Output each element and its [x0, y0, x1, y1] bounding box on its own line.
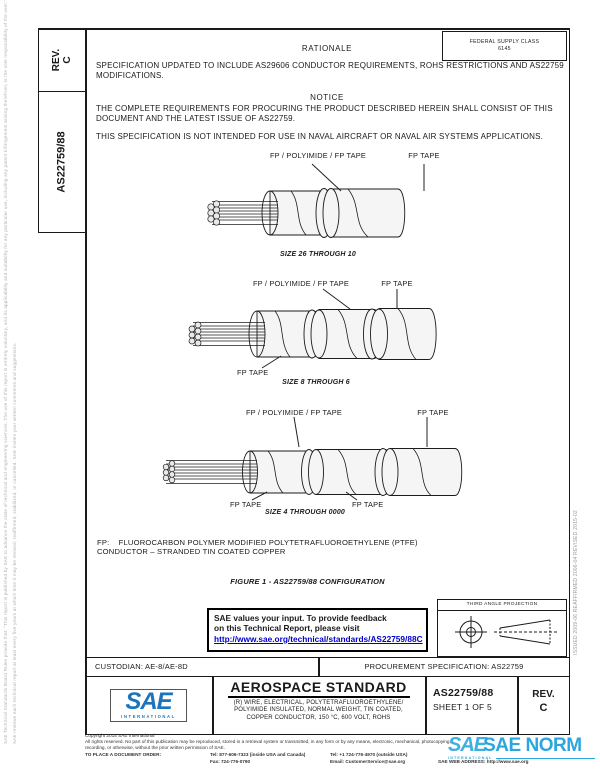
sae-norm-watermark	[448, 735, 598, 760]
standard-subtitle-line3: COPPER CONDUCTOR, 150 °C, 600 VOLT, ROHS	[246, 714, 391, 721]
standard-title-cell	[212, 677, 425, 733]
third-angle-projection-title: THIRD ANGLE PROJECTION	[438, 600, 566, 611]
procurement-text: PROCUREMENT SPECIFICATION: AS22759	[364, 662, 524, 671]
footer-order-label: TO PLACE A DOCUMENT ORDER:	[85, 752, 162, 757]
title-block-sheet: SHEET 1 OF 5	[433, 702, 492, 712]
footer-tel-inside: Tel: 877-606-7323 (inside USA and Canada)	[210, 752, 306, 757]
footer-email: Email: CustomerService@sae.org	[330, 759, 406, 764]
standard-subtitle-line1: (R) WIRE, ELECTRICAL, POLYTETRAFLUOROETHYLENE/	[233, 700, 404, 706]
stranded-conductor	[208, 201, 278, 225]
fp-note-line2: CONDUCTOR – STRANDED TIN COATED COPPER	[97, 547, 286, 556]
wire-diagram-size8-6	[183, 296, 438, 374]
diagram2-fp-tape-bottom-label: FP TAPE	[237, 368, 269, 377]
notice-paragraph-2: THIS SPECIFICATION IS NOT INTENDED FOR USE IN NAVAL AIRCRAFT OR NAVAL AIR SYSTEMS APPLICATIONS.	[96, 132, 544, 141]
rationale-title: RATIONALE	[301, 44, 353, 53]
diagram1-caption: SIZE 26 THROUGH 10	[280, 251, 356, 258]
diagram3-fp-tape-top-label: FP TAPE	[417, 408, 449, 417]
sae-logo-cell	[85, 677, 212, 733]
fp-note-line1: FLUOROCARBON POLYMER MODIFIED POLYTETRAFLUOROETHYLENE (PTFE)	[118, 538, 418, 547]
document-number-cell	[425, 677, 517, 733]
sidebar-rev-box	[38, 28, 86, 92]
diagram2-insulation-label: FP / POLYIMIDE / FP TAPE	[252, 279, 350, 288]
federal-supply-class-label: FEDERAL SUPPLY CLASS	[469, 39, 540, 45]
feedback-line1: SAE values your input. To provide feedback	[214, 613, 387, 623]
footer-rights-line1: All rights reserved. No part of this publication may be reproduced, stored in a retrieval system or transmitted, in any form or by any means, electronic, mechanical, photocopying,	[85, 739, 451, 744]
right-margin-revision-history: ISSUED 2009-06 REAFFIRMED 2006-04 REVISED 2015-02	[573, 510, 579, 655]
rationale-body: SPECIFICATION UPDATED TO INCLUDE AS29606 CONDUCTOR REQUIREMENTS, ROHS RESTRICTIONS AND AS22759 MODIFICATIONS.	[96, 61, 564, 80]
custodian-text: CUSTODIAN: AE-8/AE-8D	[95, 662, 188, 671]
notice-title: NOTICE	[310, 93, 344, 102]
sidebar-rev-value: C	[61, 56, 73, 64]
title-block	[85, 677, 570, 735]
custodian-strip	[85, 657, 570, 677]
footer-web: SAE WEB ADDRESS: http://www.sae.org	[438, 759, 529, 764]
title-block-rev-label: REV.	[532, 689, 555, 700]
title-block-rev-value: C	[539, 702, 548, 714]
sidebar-rev-label: REV.	[50, 48, 62, 72]
footer-copyright: Copyright 2015 SAE International	[85, 733, 155, 738]
title-block-document-number: AS22759/88	[433, 687, 494, 699]
frame-right-line	[569, 28, 571, 735]
left-margin-disclaimer-2: SAE reviews each technical report at least every five years at which time it may be revised, reaffirmed, stabilized, or cancelled. SAE invites your written comments and suggestions.	[12, 342, 17, 744]
notice-paragraph-1: THE COMPLETE REQUIREMENTS FOR PROCURING THE PRODUCT DESCRIBED HEREIN SHALL CONSIST OF THIS DOCUMENT AND THE LATEST ISSUE OF AS22759.	[96, 104, 553, 123]
left-margin-disclaimer-1: SAE Technical Standards Board Rules provide that: "This report is published by SAE to advance the state of technical and engineering sciences. The use of this report is entirely voluntary, and its applicability and suitability for any particular use, including any patent infringement arising therefrom, is the sole responsibility of the user."	[3, 0, 8, 744]
watermark-sae-logo: SAE	[448, 734, 487, 756]
sidebar-document-number-box	[38, 91, 86, 233]
diagram2-fp-tape-top-label: FP TAPE	[381, 279, 413, 288]
rev-cell	[517, 677, 570, 733]
watermark-brand: SAE NORM	[483, 735, 582, 756]
standard-title-underline	[228, 696, 410, 698]
third-angle-projection-box	[437, 599, 567, 657]
diagram2-caption: SIZE 8 THROUGH 6	[282, 379, 350, 386]
feedback-url-link[interactable]: http://www.sae.org/technical/standards/AS22759/88C	[214, 633, 423, 644]
sidebar-document-number: AS22759/88	[56, 131, 69, 193]
sae-logo-subtext: INTERNATIONAL	[121, 713, 176, 719]
third-angle-projection-symbol	[438, 611, 565, 654]
sae-logo	[110, 689, 187, 722]
footer-rights-line2: recording, or otherwise, without the prior written permission of SAE.	[85, 745, 225, 750]
standard-subtitle-line2: POLYIMIDE INSULATED, NORMAL WEIGHT, TIN COATED,	[234, 707, 403, 714]
diagram3-fp-tape-bottom-left-label: FP TAPE	[230, 500, 262, 509]
diagram3-caption: SIZE 4 THROUGH 0000	[264, 509, 346, 516]
feedback-line2: on this Technical Report, please visit	[214, 623, 360, 634]
wire-diagram-size4-0000	[158, 440, 463, 506]
footer-fax: Fax: 724-776-0790	[210, 759, 251, 764]
fp-note-prefix: FP:	[97, 538, 110, 547]
stranded-conductor	[189, 322, 265, 346]
diagram3-insulation-label: FP / POLYIMIDE / FP TAPE	[245, 408, 343, 417]
standard-type-title: AEROSPACE STANDARD	[230, 679, 407, 695]
feedback-box	[207, 608, 428, 652]
frame-top-line	[38, 28, 570, 30]
watermark-rule	[496, 758, 595, 759]
sae-logo-text: SAE	[125, 687, 172, 715]
diagram1-insulation-label: FP / POLYIMIDE / FP TAPE	[269, 151, 367, 160]
federal-supply-class-value: 6145	[498, 46, 511, 52]
diagram1-fp-tape-label: FP TAPE	[408, 151, 440, 160]
footer-tel-outside: Tel: +1 724-776-4970 (outside USA)	[330, 752, 408, 757]
watermark-subtext: INTERNATIONAL	[448, 756, 493, 760]
diagram3-fp-tape-bottom-mid-label: FP TAPE	[352, 500, 384, 509]
figure-caption: FIGURE 1 - AS22759/88 CONFIGURATION	[230, 577, 385, 586]
